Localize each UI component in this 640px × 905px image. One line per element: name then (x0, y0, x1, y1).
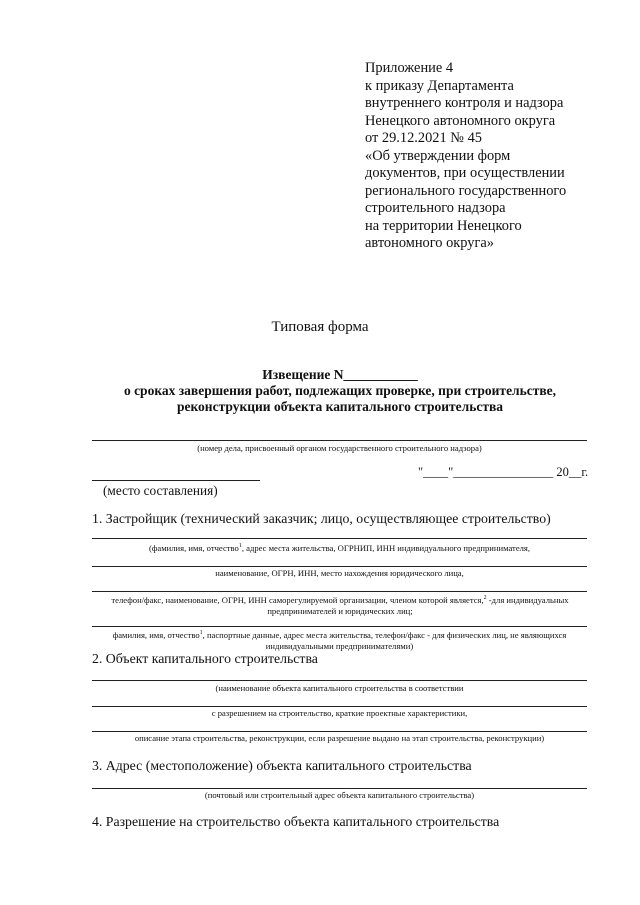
notice-title (0, 367, 640, 415)
developer-caption: наименование, ОГРН, ИНН, место нахождения юридического лица, (215, 568, 464, 578)
developer-field[interactable] (92, 591, 587, 592)
object-caption: с разрешением на строительство, краткие проектные характеристики, (211, 708, 468, 718)
appendix-line: Приложение 4 (365, 60, 454, 76)
address-caption: (почтовый или строительный адрес объекта капитального строительства) (204, 790, 475, 800)
case-number-caption: (номер дела, присвоенный органом государственного строительного надзора) (197, 443, 482, 453)
notice-subject-line: о сроках завершения работ, подлежащих проверке, при строительстве, (123, 383, 557, 398)
developer-field[interactable] (92, 538, 587, 539)
case-number-field[interactable] (92, 440, 587, 441)
appendix-line: к приказу Департамента (365, 77, 514, 94)
appendix-header (365, 60, 635, 253)
appendix-line: «Об утверждении форм (365, 147, 511, 164)
developer-caption: (фамилия, имя, отчество$^1$, адрес места жительства, ОГРНИП, ИНН индивидуального предпринимателя, (148, 542, 531, 553)
section2-heading: 2. Объект капитального строительства (92, 651, 318, 666)
notice-number: Извещение N___________ (262, 367, 418, 382)
place-caption: (место составления) (103, 483, 218, 498)
appendix-line: регионального государственного (365, 182, 567, 199)
object-field[interactable] (92, 706, 587, 707)
address-field[interactable] (92, 788, 587, 789)
place-field[interactable] (92, 480, 260, 481)
section4-heading: 4. Разрешение на строительство объекта капитального строительства (92, 814, 500, 829)
object-field[interactable] (92, 731, 587, 732)
section3-heading: 3. Адрес (местоположение) объекта капитального строительства (92, 758, 472, 773)
notice-subject-line: реконструкции объекта капитального строительства (176, 399, 504, 414)
form-type-title: Типовая форма (271, 319, 369, 335)
appendix-line: на территории Ненецкого (365, 217, 522, 234)
appendix-line: автономного округа» (365, 235, 494, 251)
object-caption: описание этапа строительства, реконструкции, если разрешение выдано на этап строительства, реконструкции) (134, 733, 545, 743)
appendix-line: документов, при осуществлении (365, 165, 565, 181)
section1-heading: 1. Застройщик (технический заказчик; лицо, осуществляющее строительство) (92, 511, 551, 526)
developer-caption: телефон/факс, наименование, ОГРН, ИНН саморегулируемой организации, членом которой является,$^2$ -для индивидуальных предпринимателей и юридических лиц; (111, 594, 569, 616)
appendix-line: внутреннего контроля и надзора (365, 95, 564, 111)
developer-caption: фамилия, имя, отчество$^1$, паспортные данные, адрес места жительства, телефон/факс - для физических лиц, не являющихся индивидуальными предпринимателями) (112, 629, 567, 651)
developer-field[interactable] (92, 566, 587, 567)
appendix-line: от 29.12.2021 № 45 (365, 130, 482, 146)
appendix-line: строительного надзора (365, 200, 506, 216)
appendix-line: Ненецкого автономного округа (365, 112, 556, 129)
object-field[interactable] (92, 680, 587, 681)
object-caption: (наименование объекта капитального строительства в соответствии (215, 683, 464, 693)
developer-field[interactable] (92, 626, 587, 627)
date-field[interactable]: "____"________________ 20__г. (418, 465, 589, 479)
